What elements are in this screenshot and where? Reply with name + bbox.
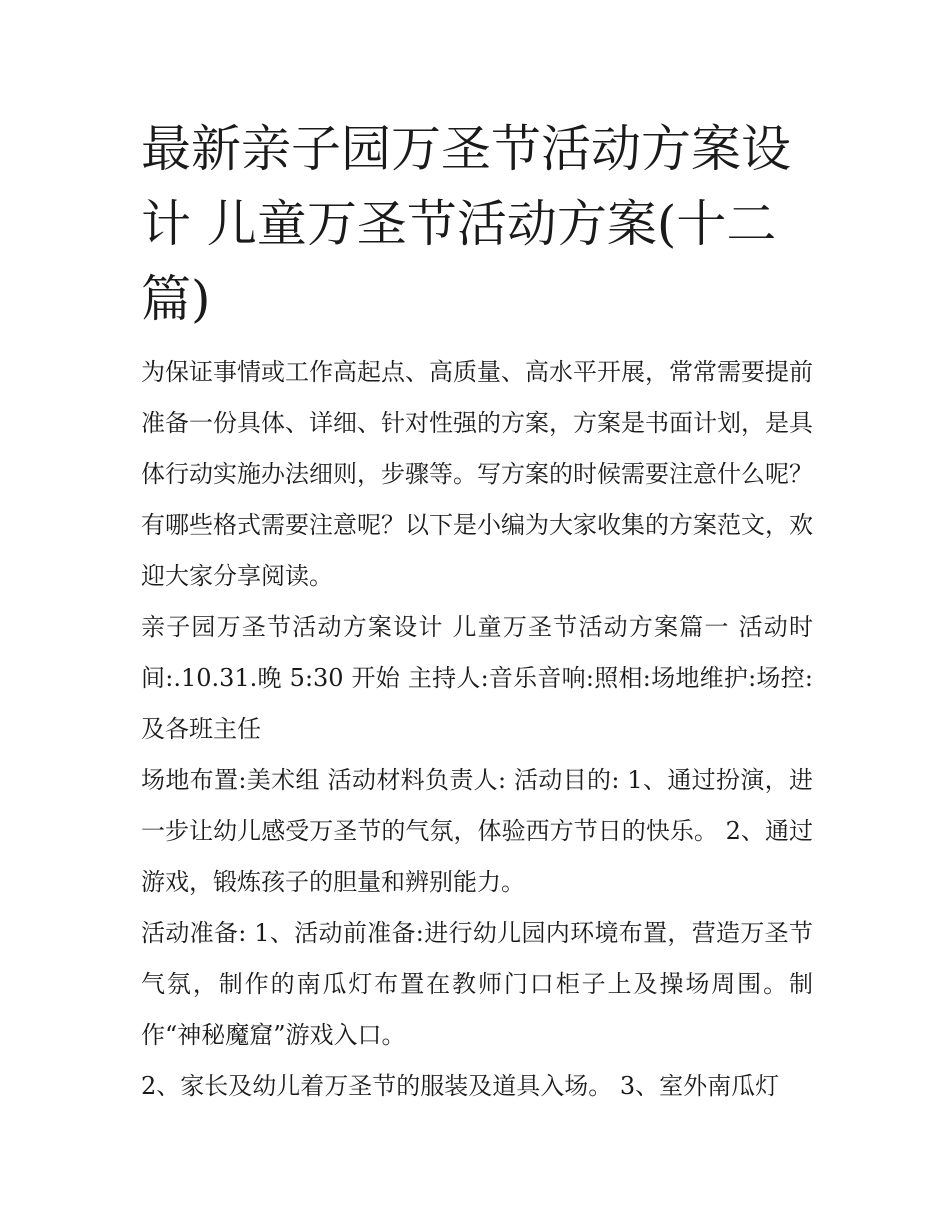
activity-time-paragraph: 亲子园万圣节活动方案设计 儿童万圣节活动方案篇一 活动时间:.10.31.晚 5:30 开始 主持人:音乐音响:照相:场地维护:场控:及各班主任: [141, 613, 813, 743]
preparation-continued-paragraph: 2、家长及幼儿着万圣节的服装及道具入场。 3、室外南瓜灯: [141, 1072, 780, 1100]
intro-paragraph: 为保证事情或工作高起点、高质量、高水平开展，常常需要提前准备一份具体、详细、针对性强的方案，方案是书面计划，是具体行动实施办法细则，步骤等。写方案的时候需要注意什么呢？有哪些格式需要注意呢？以下是小编为大家收集的方案范文，欢迎大家分享阅读。: [141, 358, 813, 590]
activity-purpose-paragraph: 场地布置:美术组 活动材料负责人: 活动目的: 1、通过扮演，进一步让幼儿感受万圣节的气氛，体验西方节日的快乐。 2、通过游戏，锻炼孩子的胆量和辨别能力。: [141, 766, 813, 896]
document-title: 最新亲子园万圣节活动方案设计 儿童万圣节活动方案(十二篇): [141, 120, 791, 328]
document-body: [141, 112, 813, 1112]
activity-preparation-paragraph: 活动准备: 1、活动前准备:进行幼儿园内环境布置，营造万圣节气氛，制作的南瓜灯布置在教师门口柜子上及操场周围。制作“神秘魔窟”游戏入口。: [141, 919, 813, 1049]
